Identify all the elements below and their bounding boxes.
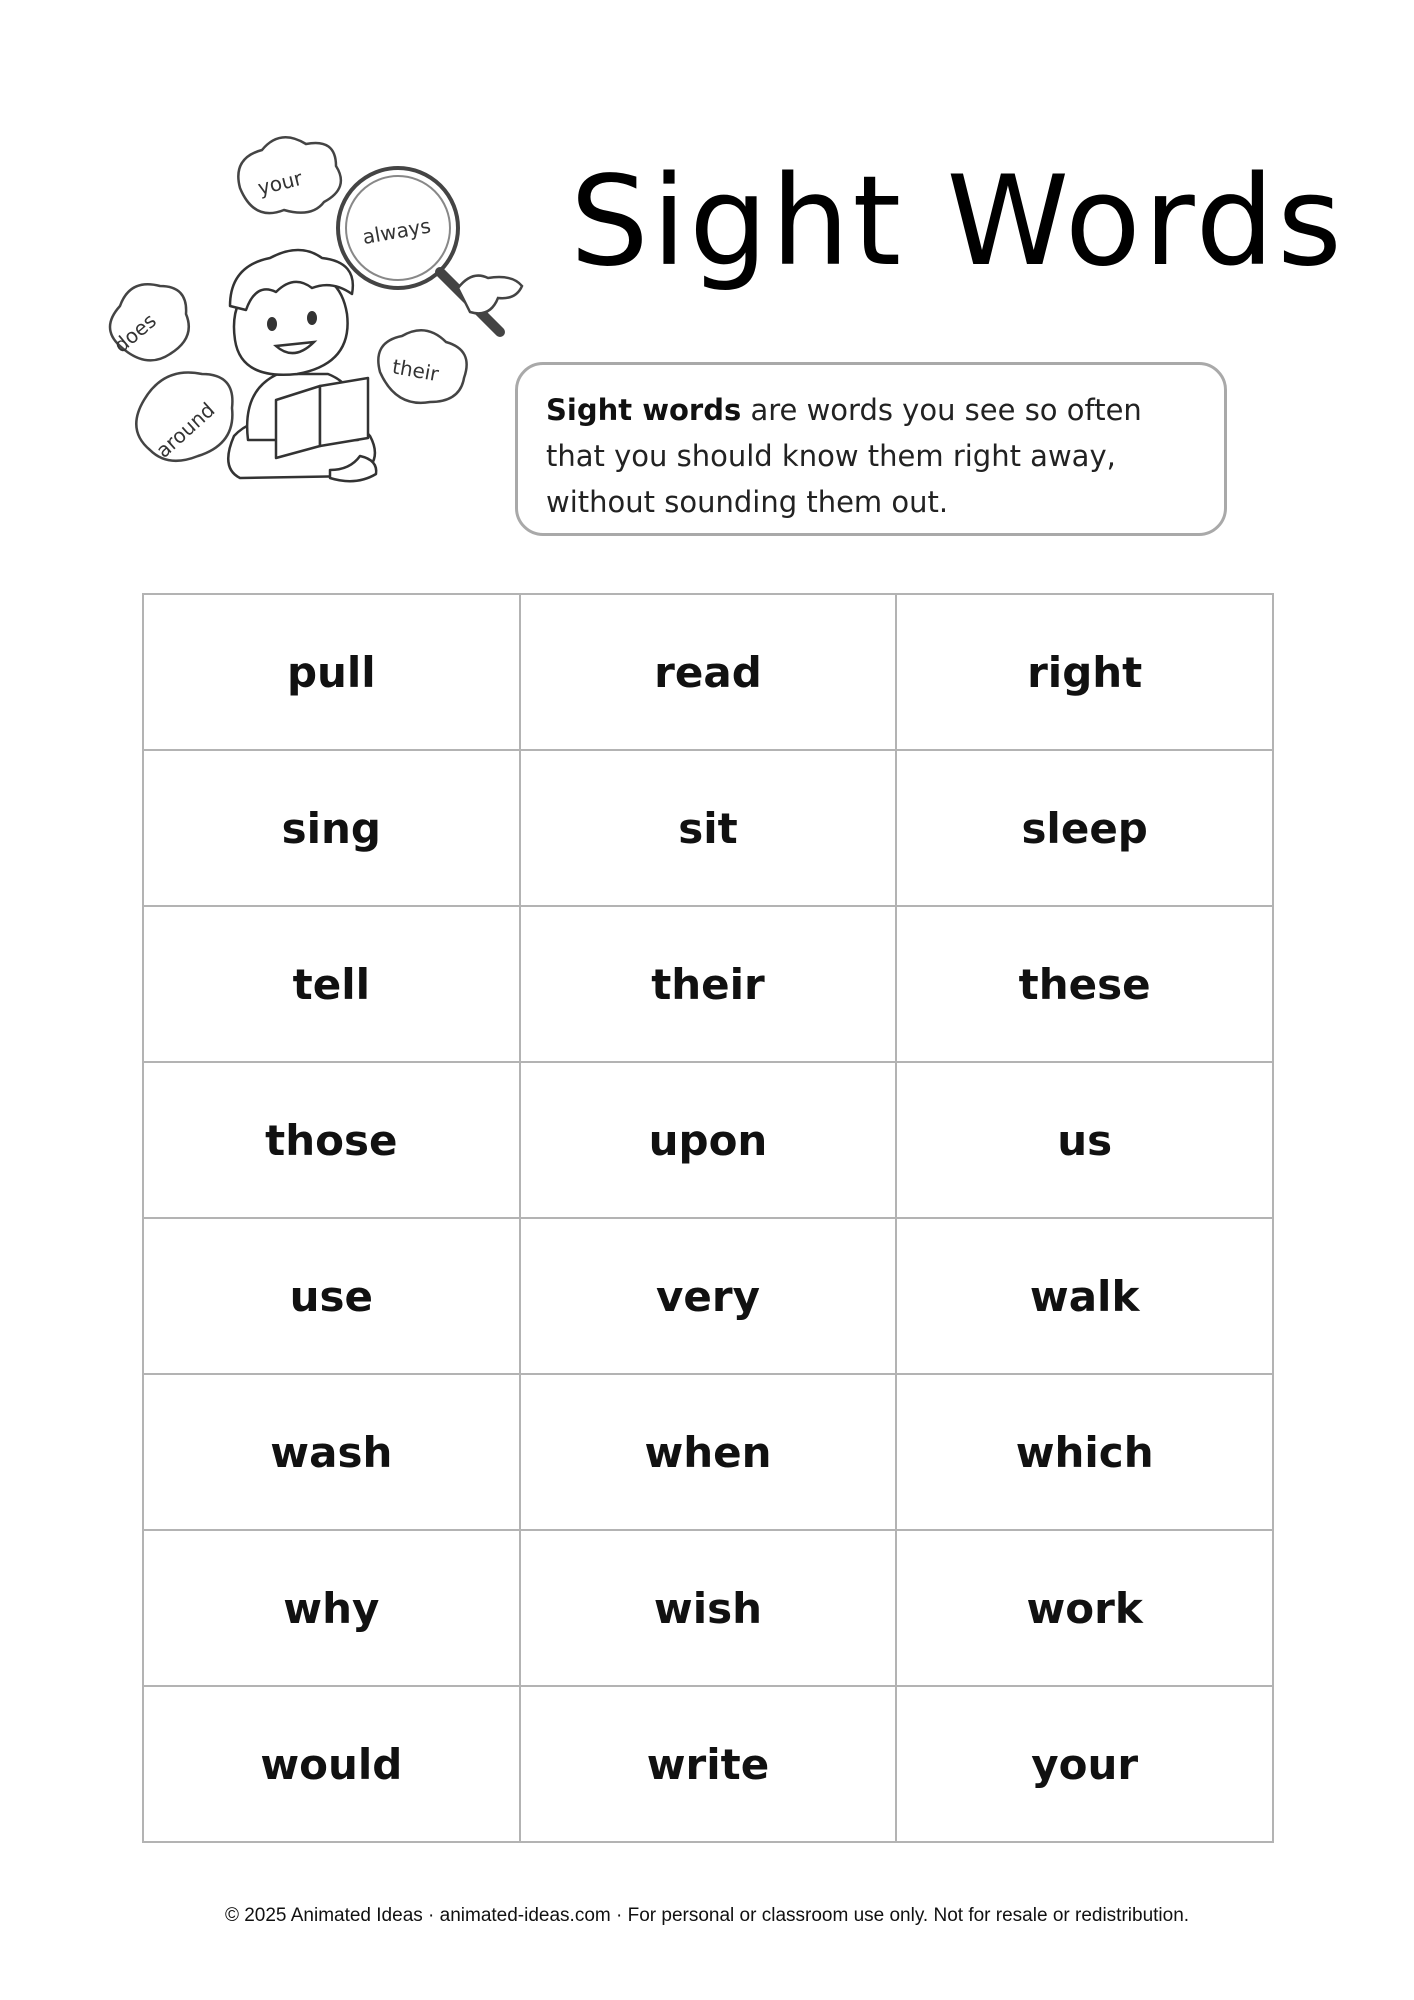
word-row	[143, 906, 1273, 1062]
word-cell: walk	[896, 1218, 1273, 1374]
word-row	[143, 750, 1273, 906]
word-cell: would	[143, 1686, 520, 1842]
sight-word-grid	[142, 593, 1274, 1843]
word-cell: work	[896, 1530, 1273, 1686]
magnifying-glass-icon	[338, 168, 522, 332]
boy-reading-illustration	[80, 110, 550, 490]
word-cell: sit	[520, 750, 897, 906]
word-cell: wash	[143, 1374, 520, 1530]
definition-term: Sight words	[546, 393, 742, 427]
word-cell: upon	[520, 1062, 897, 1218]
word-row	[143, 594, 1273, 750]
bubble-word: their	[390, 354, 441, 387]
word-row	[143, 1218, 1273, 1374]
word-cell: which	[896, 1374, 1273, 1530]
word-cell: very	[520, 1218, 897, 1374]
illustration-art	[80, 110, 550, 490]
bubble-word: your	[255, 165, 305, 201]
bubble-word: around	[151, 397, 220, 463]
word-cell: sing	[143, 750, 520, 906]
word-cell: your	[896, 1686, 1273, 1842]
definition-text: are words you see so often that you should know them right away, without sounding them out.	[546, 393, 1142, 519]
word-cell: sleep	[896, 750, 1273, 906]
word-cell: tell	[143, 906, 520, 1062]
word-row	[143, 1530, 1273, 1686]
bubble-word: always	[360, 213, 433, 250]
word-row	[143, 1374, 1273, 1530]
word-cell: read	[520, 594, 897, 750]
word-cell: their	[520, 906, 897, 1062]
word-cell: write	[520, 1686, 897, 1842]
page-title: Sight Words	[570, 150, 1345, 294]
word-cell: us	[896, 1062, 1273, 1218]
bubble-word: does	[108, 308, 161, 358]
copyright-footer: © 2025 Animated Ideas · animated-ideas.com · For personal or classroom use only. Not for resale or redistribution.	[224, 1905, 1190, 1926]
word-cell: when	[520, 1374, 897, 1530]
word-row	[143, 1686, 1273, 1842]
word-cell: wish	[520, 1530, 897, 1686]
word-cell: those	[143, 1062, 520, 1218]
word-cell: pull	[143, 594, 520, 750]
word-cell: use	[143, 1218, 520, 1374]
definition-box	[515, 362, 1227, 536]
word-row	[143, 1062, 1273, 1218]
word-cell: why	[143, 1530, 520, 1686]
word-cell: right	[896, 594, 1273, 750]
word-cell: these	[896, 906, 1273, 1062]
boy-icon	[228, 250, 376, 481]
